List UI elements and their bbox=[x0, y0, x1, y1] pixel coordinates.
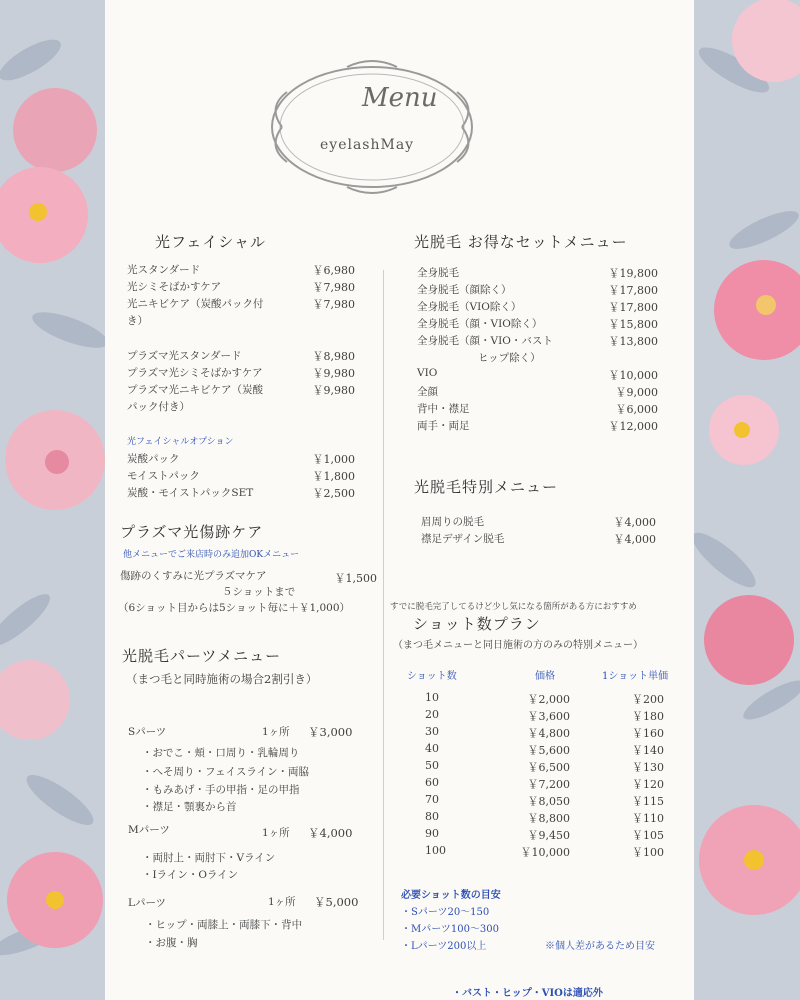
shot-subtitle: （まつ毛メニューと同日施術の方のみの特別メニュー） bbox=[393, 640, 643, 651]
facial-price: ￥9,980 bbox=[312, 384, 355, 397]
set-price: ￥15,800 bbox=[608, 318, 658, 331]
parts-subtitle: （まつ毛と同時施術の場合2割引き） bbox=[126, 672, 318, 686]
shot-price: ￥7,200 bbox=[527, 778, 570, 791]
set-price: ￥9,000 bbox=[615, 386, 658, 399]
plasma-line: （6ショット目からは5ショット毎に＋￥1,000） bbox=[118, 602, 350, 614]
shot-header: 1ショット単価 bbox=[602, 671, 669, 682]
set-item: VIO bbox=[417, 367, 438, 379]
shot-price: ￥5,600 bbox=[527, 744, 570, 757]
logo-title: Menu bbox=[362, 83, 438, 113]
shot-lead: すでに脱毛完了してるけど少し気になる箇所がある方におすすめ bbox=[390, 602, 637, 612]
parts-m-line: ・Iライン・Oライン bbox=[142, 869, 239, 881]
shot-unit-price: ￥160 bbox=[632, 727, 664, 740]
option-price: ￥2,500 bbox=[312, 487, 355, 500]
parts-s-name: Sパーツ bbox=[128, 726, 167, 738]
special-price: ￥4,000 bbox=[613, 516, 656, 529]
guide-item: ・Sパーツ20～150 bbox=[401, 907, 490, 918]
parts-l-price: ￥5,000 bbox=[314, 895, 359, 909]
parts-l-name: Lパーツ bbox=[128, 897, 167, 909]
column-divider bbox=[383, 270, 384, 940]
set-item-cont: ヒップ除く） bbox=[478, 352, 541, 364]
shot-unit-price: ￥115 bbox=[632, 795, 664, 808]
facial-price: ￥8,980 bbox=[312, 350, 355, 363]
set-price: ￥17,800 bbox=[608, 284, 658, 297]
footer-note: ・バスト・ヒップ・VIOは適応外 bbox=[452, 988, 603, 999]
shot-unit-price: ￥105 bbox=[632, 829, 664, 842]
ornamental-frame-icon bbox=[262, 55, 482, 195]
shot-count: 100 bbox=[425, 844, 446, 857]
plasma-line: 傷跡のくすみに光プラズマケア bbox=[120, 570, 267, 582]
shot-price: ￥2,000 bbox=[527, 693, 570, 706]
shot-unit-price: ￥100 bbox=[632, 846, 664, 859]
set-item: 全身脱毛 bbox=[417, 267, 459, 279]
shot-unit-price: ￥130 bbox=[632, 761, 664, 774]
shot-price: ￥3,600 bbox=[527, 710, 570, 723]
set-item: 全身脱毛（顔・VIO・バスト bbox=[417, 335, 553, 347]
parts-title: 光脱毛パーツメニュー bbox=[122, 647, 282, 665]
shot-count: 60 bbox=[425, 776, 439, 789]
set-item: 背中・襟足 bbox=[417, 403, 470, 415]
facial-price: ￥7,980 bbox=[312, 281, 355, 294]
logo-subtitle: eyelashMay bbox=[320, 137, 415, 153]
shot-unit-price: ￥110 bbox=[632, 812, 664, 825]
facial-item: 光ニキビケア（炭酸パック付 bbox=[127, 298, 264, 310]
parts-s-line: ・へそ周り・フェイスライン・両脇 bbox=[142, 766, 310, 778]
facial-item: 光スタンダード bbox=[127, 264, 201, 276]
parts-l-line: ・ヒップ・両膝上・両膝下・背中 bbox=[145, 919, 303, 931]
set-price: ￥17,800 bbox=[608, 301, 658, 314]
shot-count: 40 bbox=[425, 742, 439, 755]
floral-border-left bbox=[0, 0, 105, 1000]
parts-s-line: ・おでこ・頬・口周り・乳輪周り bbox=[142, 747, 300, 759]
facial-price: ￥9,980 bbox=[312, 367, 355, 380]
facial-option-title: 光フェイシャルオプション bbox=[127, 437, 234, 447]
special-price: ￥4,000 bbox=[613, 533, 656, 546]
floral-border-right bbox=[694, 0, 800, 1000]
shot-price: ￥8,050 bbox=[527, 795, 570, 808]
set-item: 両手・両足 bbox=[417, 420, 470, 432]
shot-count: 50 bbox=[425, 759, 439, 772]
shot-title: ショット数プラン bbox=[413, 615, 541, 633]
parts-m-price: ￥4,000 bbox=[308, 826, 353, 840]
shot-price: ￥9,450 bbox=[527, 829, 570, 842]
shot-header: 価格 bbox=[535, 671, 555, 682]
parts-m-unit: 1ヶ所 bbox=[262, 827, 290, 839]
facial-item: 光シミそばかすケア bbox=[127, 281, 222, 293]
special-item: 眉周りの脱毛 bbox=[421, 516, 484, 528]
set-item: 全顔 bbox=[417, 386, 438, 398]
set-title: 光脱毛 お得なセットメニュー bbox=[414, 233, 628, 251]
parts-s-line: ・襟足・顎裏から首 bbox=[142, 801, 237, 813]
plasma-note: 他メニューでご来店時のみ追加OKメニュー bbox=[123, 550, 300, 560]
set-item: 全身脱毛（VIO除く） bbox=[417, 301, 522, 313]
facial-price: ￥6,980 bbox=[312, 264, 355, 277]
plasma-line: ５ショットまで bbox=[222, 586, 296, 598]
option-price: ￥1,800 bbox=[312, 470, 355, 483]
parts-l-line: ・お腹・胸 bbox=[145, 937, 198, 949]
facial-item: プラズマ光ニキビケア（炭酸 bbox=[127, 384, 263, 396]
shot-unit-price: ￥140 bbox=[632, 744, 664, 757]
option-price: ￥1,000 bbox=[312, 453, 355, 466]
option-item: 炭酸・モイストパックSET bbox=[127, 487, 254, 499]
shot-header: ショット数 bbox=[407, 671, 457, 682]
parts-s-line: ・もみあげ・手の甲指・足の甲指 bbox=[142, 784, 300, 796]
shot-count: 80 bbox=[425, 810, 439, 823]
special-title: 光脱毛特別メニュー bbox=[414, 478, 559, 496]
shot-count: 10 bbox=[425, 691, 439, 704]
menu-logo bbox=[262, 55, 482, 195]
parts-m-line: ・両肘上・両肘下・Vライン bbox=[142, 852, 276, 864]
shot-price: ￥4,800 bbox=[527, 727, 570, 740]
facial-item: プラズマ光スタンダード bbox=[127, 350, 242, 362]
plasma-title: プラズマ光傷跡ケア bbox=[120, 523, 264, 541]
guide-item: ・Mパーツ100～300 bbox=[401, 924, 500, 935]
option-item: モイストパック bbox=[127, 470, 200, 482]
facial-item-cont: パック付き） bbox=[127, 401, 190, 413]
shot-count: 70 bbox=[425, 793, 439, 806]
facial-item-cont: き） bbox=[127, 315, 148, 327]
plasma-price: ￥1,500 bbox=[334, 572, 377, 585]
parts-s-unit: 1ヶ所 bbox=[262, 726, 290, 738]
guide-item: ・Lパーツ200以上 bbox=[401, 941, 487, 952]
special-item: 襟足デザイン脱毛 bbox=[421, 533, 505, 545]
shot-count: 20 bbox=[425, 708, 439, 721]
shot-price: ￥8,800 bbox=[527, 812, 570, 825]
facial-title: 光フェイシャル bbox=[155, 233, 266, 251]
disclaimer: ※個人差があるため目安 bbox=[545, 941, 655, 952]
facial-price: ￥7,980 bbox=[312, 298, 355, 311]
shot-unit-price: ￥200 bbox=[632, 693, 664, 706]
parts-l-unit: 1ヶ所 bbox=[268, 896, 296, 908]
parts-s-price: ￥3,000 bbox=[308, 725, 353, 739]
set-price: ￥19,800 bbox=[608, 267, 658, 280]
facial-item: プラズマ光シミそばかすケア bbox=[127, 367, 263, 379]
parts-m-name: Mパーツ bbox=[128, 824, 170, 836]
shot-count: 90 bbox=[425, 827, 439, 840]
set-item: 全身脱毛（顔除く） bbox=[417, 284, 512, 296]
set-price: ￥10,000 bbox=[608, 369, 658, 382]
shot-unit-price: ￥180 bbox=[632, 710, 664, 723]
option-item: 炭酸パック bbox=[127, 453, 180, 465]
shot-unit-price: ￥120 bbox=[632, 778, 664, 791]
shot-price: ￥6,500 bbox=[527, 761, 570, 774]
set-item: 全身脱毛（顔・VIO除く） bbox=[417, 318, 543, 330]
set-price: ￥13,800 bbox=[608, 335, 658, 348]
set-price: ￥12,000 bbox=[608, 420, 658, 433]
shot-count: 30 bbox=[425, 725, 439, 738]
set-price: ￥6,000 bbox=[615, 403, 658, 416]
shot-price: ￥10,000 bbox=[520, 846, 570, 859]
guide-title: 必要ショット数の目安 bbox=[401, 890, 501, 901]
